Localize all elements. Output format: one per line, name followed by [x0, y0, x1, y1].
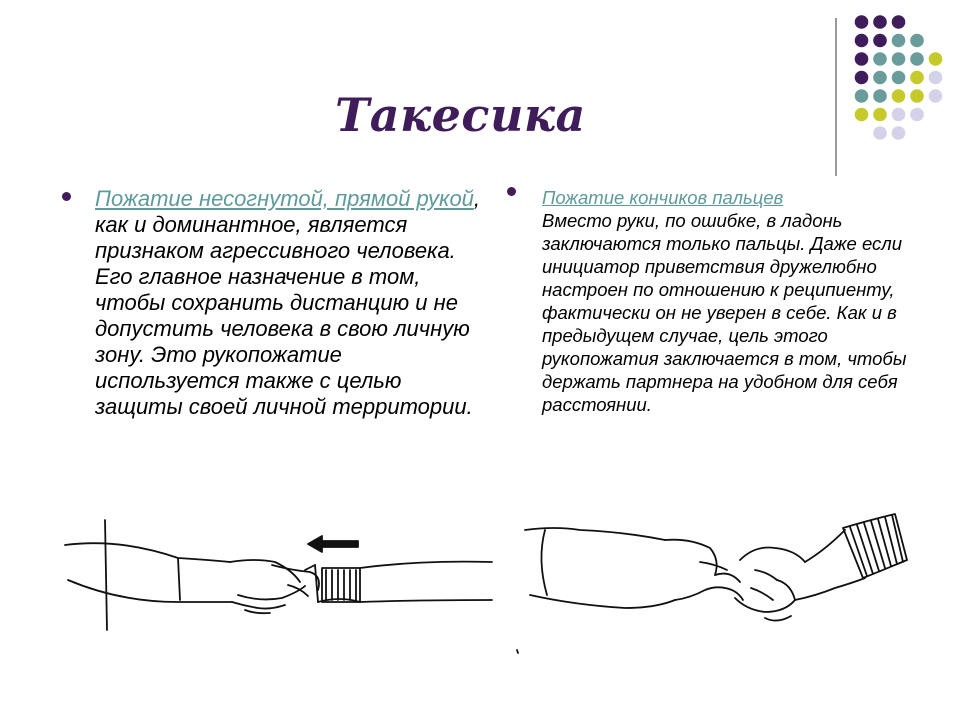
right-link[interactable]: Пожатие кончиков пальцев: [542, 187, 784, 208]
decorative-dot: [873, 108, 887, 122]
decorative-dot: [892, 52, 906, 66]
bullet-icon: [62, 192, 71, 201]
decorative-dot: [929, 89, 943, 103]
decorative-dot: [855, 89, 869, 103]
right-text-block: [542, 186, 927, 416]
decorative-dot: [910, 89, 924, 103]
left-body-text: , как и доминантное, является признаком агрессивного человека. Его главное назначение в том, чтобы сохранить дистанцию и не допустить человека в свою личную зону. Это рукопожатие используется также с целью защиты своей личной территории.: [95, 186, 481, 419]
left-link[interactable]: Пожатие несогнутой, прямой рукой: [95, 186, 474, 211]
decorative-dot: [855, 108, 869, 122]
decorative-dot: [855, 34, 869, 48]
decorative-dot: [855, 71, 869, 85]
decorative-dot: [873, 126, 887, 140]
decorative-dot: [873, 34, 887, 48]
straight-arm-handshake-drawing: [60, 510, 500, 650]
decorative-vertical-line: [835, 18, 837, 176]
decorative-dot: [873, 71, 887, 85]
decorative-dot: [910, 108, 924, 122]
decorative-dot: [910, 52, 924, 66]
decorative-dot: [892, 126, 906, 140]
right-body-text: Вместо руки, по ошибке, в ладонь заключаются только пальцы. Даже если инициатор приветствия дружелюбно настроен по отношению к реципиенту, фактически он не уверен в себе. Как и в предыдущем случае, цель этого рукопожатия заключается в том, чтобы держать партнера на удобном для себя расстоянии.: [542, 210, 907, 415]
decorative-dot: [892, 34, 906, 48]
decorative-dot: [855, 15, 869, 29]
decorative-dot: [910, 71, 924, 85]
decorative-dot: [873, 89, 887, 103]
decorative-dot: [892, 108, 906, 122]
decorative-dot: [873, 52, 887, 66]
decorative-dot: [892, 89, 906, 103]
fingertip-handshake-drawing: [515, 500, 915, 660]
decorative-dot: [855, 52, 869, 66]
decorative-dot: [892, 71, 906, 85]
slide-title: Такесика: [335, 88, 586, 142]
decorative-dot: [929, 71, 943, 85]
bullet-icon: [507, 187, 516, 196]
decorative-dot: [929, 52, 943, 66]
decorative-dot: [873, 15, 887, 29]
left-text-block: [95, 186, 485, 420]
decorative-dot: [910, 34, 924, 48]
decorative-dot: [892, 15, 906, 29]
